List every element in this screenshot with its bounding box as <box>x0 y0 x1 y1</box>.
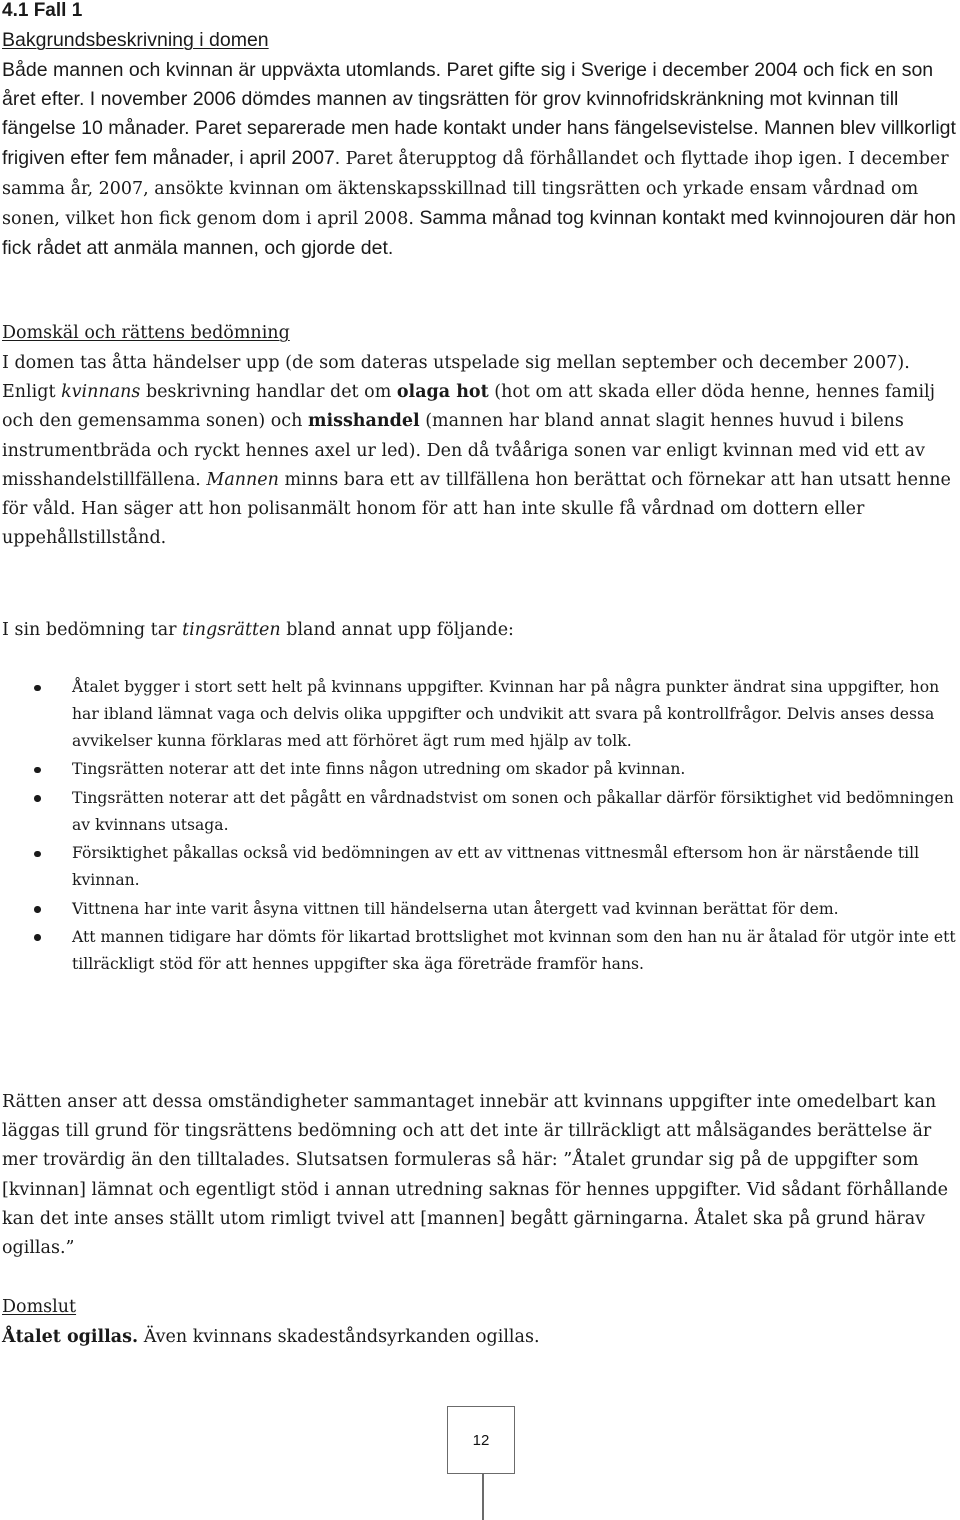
list-item-text: Vittnena har inte varit åsyna vittnen till händelserna utan återgett vad kvinnan berättat för dem. <box>72 899 839 918</box>
background-text-1: Både mannen och kvinnan är uppväxta utomlands. Paret gifte sig i Sverige i december 2004 och fick en son året efter. I november 2006 dömdes mannen av tingsrätten för grov kvinnofridskränkning mot kvinnan till fängelse 10 månader. Paret separerade men hade kontakt under hans fängelsevistelse. Mannen blev villkorligt frigiven efter fem månader, i april 2007. <box>2 59 956 169</box>
list-item <box>2 674 958 755</box>
list-item <box>2 785 958 839</box>
bullet-dot <box>34 851 41 858</box>
bullet-dot <box>34 795 41 802</box>
assessment-bullet-list <box>2 674 958 979</box>
section-heading: 4.1 Fall 1 <box>2 0 83 21</box>
verdict-text: Även kvinnans skadeståndsyrkanden ogillas. <box>143 1327 540 1347</box>
page-number: 12 <box>447 1406 515 1474</box>
list-item <box>2 896 958 923</box>
background-text-3: Samma månad tog kvinnan kontakt med kvinnojouren där hon fick rådet att anmäla mannen, och gjorde det. <box>2 207 956 260</box>
bullet-dot <box>34 934 41 941</box>
assessment-text-c: bland annat upp följande: <box>286 620 514 640</box>
subheading-verdict: Domslut <box>2 1297 77 1317</box>
list-item <box>2 756 958 783</box>
bullet-dot <box>34 685 41 692</box>
subheading-background: Bakgrundsbeskrivning i domen <box>2 29 269 51</box>
reasons-emphasis-threat: olaga hot <box>396 382 489 403</box>
list-item-text: Åtalet bygger i stort sett helt på kvinnans uppgifter. Kvinnan har på några punkter ändrat sina uppgifter, hon har ibland lämnat vaga och delvis olika uppgifter och undvikit att svara på kontrollfrågor. Delvis anses dessa avvikelser kunna förklaras med att förhöret ägt rum med hjälp av tolk. <box>72 678 940 750</box>
paragraph-verdict <box>2 1323 958 1352</box>
paragraph-reasons <box>2 349 958 553</box>
list-item-text: Tingsrätten noterar att det pågått en vårdnadstvist om sonen och påkallar därför försiktighet vid bedömningen av kvinnans utsaga. <box>72 788 954 834</box>
bullet-dot <box>34 767 41 774</box>
reasons-text-f: (hot om att skada eller döda henne, hennes familj och den gemensamma sonen) och <box>2 382 936 432</box>
reasons-text-h: (mannen har bland annat slagit hennes huvud i bilens instrumentbräda och ryckt hennes axel ur led). Den då tvååriga sonen var enligt kvinnan med vid ett av misshandelstillfällena. <box>2 411 925 490</box>
list-item <box>2 840 958 894</box>
assessment-text-b: tingsrätten <box>182 620 281 640</box>
reasons-text-c: kvinnans <box>61 382 141 403</box>
list-item-text: Tingsrätten noterar att det inte finns någon utredning om skador på kvinnan. <box>72 760 686 779</box>
paragraph-background <box>2 56 958 263</box>
reasons-text-i: Mannen <box>206 469 279 490</box>
reasons-emphasis-assault: misshandel <box>307 411 420 432</box>
subheading-reasons: Domskäl och rättens bedömning <box>2 323 290 343</box>
bullet-dot <box>34 906 41 913</box>
reasons-text-d: beskrivning handlar det om <box>145 382 392 403</box>
paragraph-assessment-intro <box>2 616 958 645</box>
list-item <box>2 924 958 978</box>
verdict-emphasis: Åtalet ogillas. <box>2 1327 139 1347</box>
paragraph-conclusion: Rätten anser att dessa omständigheter sammantaget innebär att kvinnans uppgifter inte omedelbart kan läggas till grund för tingsrättens bedömning och att det inte är tillräckligt att målsägandes berättelse är mer trovärdig än den tilltalades. Slutsatsen formuleras så här: ”Åtalet grundar sig på de uppgifter som [kvinnan] lämnat och egentligt stöd i annan utredning saknas för hennes uppgifter. Vid sådant förhållande kan det inte anses ställt utom rimligt tvivel att [mannen] begått gärningarna. Åtalet ska på grund härav ogillas.” <box>2 1092 949 1259</box>
reasons-text-a: I domen tas åtta händelser upp (de som dateras utspelade sig mellan september och december 2007). <box>2 353 910 373</box>
assessment-text-a: I sin bedömning tar <box>2 620 177 640</box>
reasons-text-j: minns bara ett av tillfällena hon berättat och förnekar att han utsatt henne för våld. Han säger att hon polisanmält honom för att han inte skulle få vårdnad om dottern eller uppehållstillstånd. <box>2 469 951 549</box>
list-item-text: Försiktighet påkallas också vid bedömningen av ett av vittnenas vittnesmål eftersom hon är närstående till kvinnan. <box>72 844 920 890</box>
page-number-connector <box>482 1474 484 1520</box>
reasons-text-b: Enligt <box>2 382 56 403</box>
list-item-text: Att mannen tidigare har dömts för likartad brottslighet mot kvinnan som den han nu är åtalad för utgör inte ett tillräckligt stöd för att hennes uppgifter ska äga företräde framför hans. <box>72 927 956 973</box>
background-text-2: Paret återupptog då förhållandet och flyttade ihop igen. I december samma år, 2007, ansökte kvinnan om äktenskapsskillnad till tingsrätten och yrkade ensam vårdnad om sonen, vilket hon fick genom dom i april 2008. <box>2 148 949 230</box>
